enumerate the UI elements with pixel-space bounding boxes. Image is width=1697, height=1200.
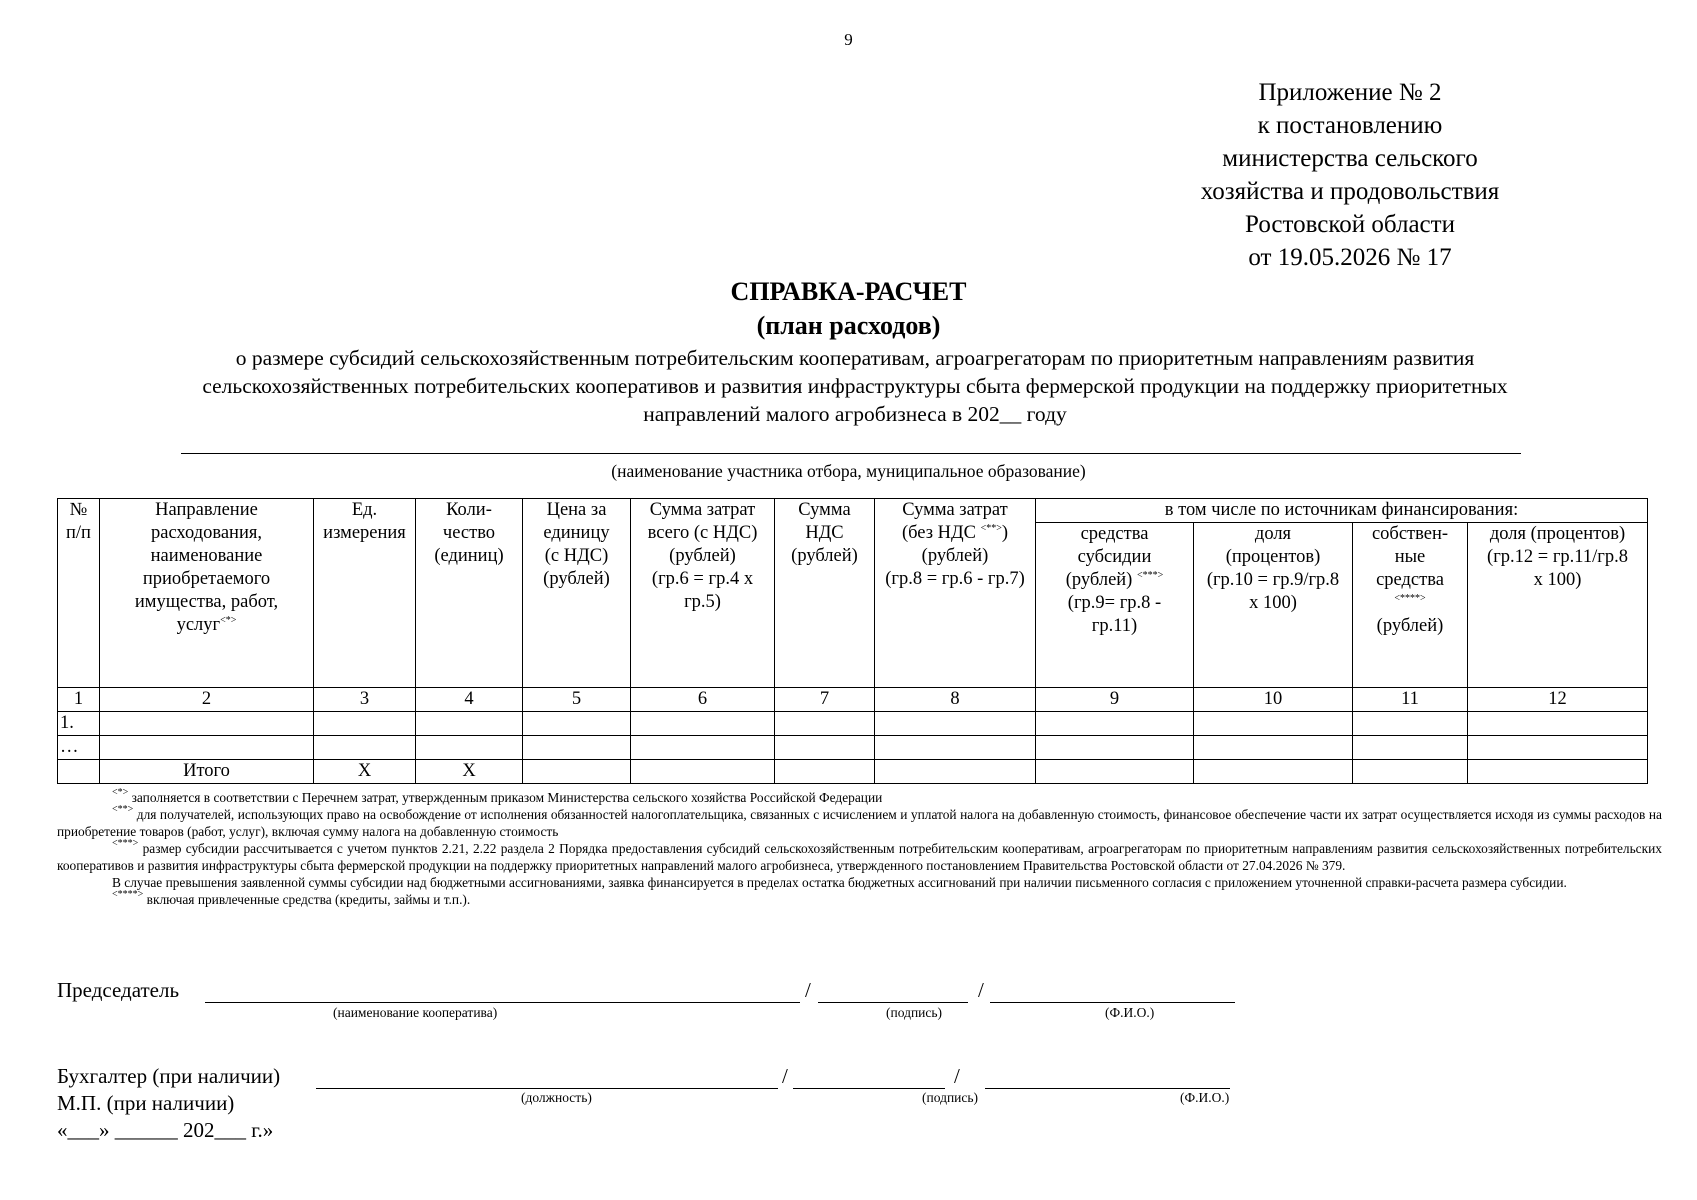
table-cell — [875, 760, 1036, 784]
footnote-mark: <***> — [1136, 570, 1164, 581]
table-cell — [1468, 760, 1648, 784]
footnote: <**> для получателей, использующих право на освобождение от исполнения обязанностей налогоплательщика, связанных с исчислением и уплатой налога на добавленную стоимость, финансовое обеспечение части их затрат осуществляется исходя из суммы расходов на приобретение товаров (работ, услуг), включая сумму налога на добавленную стоимость — [57, 804, 1662, 839]
footnote: <*> заполняется в соответствии с Перечнем затрат, утвержденным приказом Министерства сельского хозяйства Российской Федерации — [112, 787, 883, 805]
appendix-line: к постановлению — [1257, 112, 1443, 139]
table-cell — [775, 712, 875, 736]
header-funding-sources: в том числе по источникам финансирования: — [1036, 499, 1648, 523]
appendix-line: Приложение № 2 — [1258, 79, 1442, 106]
table-cell — [1036, 736, 1194, 760]
footnote: <****> включая привлеченные средства (кредиты, займы и т.п.). — [112, 889, 471, 907]
column-number: 1 — [58, 688, 100, 712]
table-cell — [416, 712, 523, 736]
table-row — [58, 736, 1648, 760]
appendix-line: от 19.05.2026 № 17 — [1248, 244, 1452, 271]
table-cell — [416, 736, 523, 760]
footnote: <***> размер субсидии рассчитывается с учетом пунктов 2.21, 2.22 раздела 2 Порядка предоставления субсидий сельскохозяйственным потребительским кооперативам, агроагрегаторам по приоритетным направлениям развития сельскохозяйственных потребительских кооперативов и развития инфраструктуры сбыта фермерской продукции на поддержку приоритетных направлений малого агробизнеса, утвержденного постановлением Правительства Ростовской области от 27.04.2026 № 379. — [57, 838, 1662, 873]
table-cell: 1. — [58, 712, 100, 736]
table-cell — [1353, 736, 1468, 760]
slash: / — [782, 1064, 788, 1088]
table-cell — [1468, 736, 1648, 760]
chairman-label: Председатель — [57, 978, 180, 1002]
table-cell — [775, 736, 875, 760]
appendix-line: министерства сельского — [1222, 145, 1478, 172]
appendix-header — [1150, 76, 1550, 274]
chairman-signature-line — [818, 1002, 968, 1003]
footnote: В случае превышения заявленной суммы субсидии над бюджетными ассигнованиями, заявка финансируется в пределах остатка бюджетных ассигнований при наличии письменного согласия с приложением уточненной справки-расчета размера субсидии. — [112, 875, 1567, 890]
caption-signature: (подпись) — [922, 1090, 979, 1105]
footnote-mark: <**> — [980, 523, 1002, 534]
table-row-total — [58, 760, 1648, 784]
table-cell — [631, 760, 775, 784]
table-cell: … — [58, 736, 100, 760]
column-numbers-row — [58, 688, 1648, 712]
accountant-position-line — [316, 1088, 778, 1089]
caption-org-name: (наименование кооператива) — [333, 1005, 498, 1020]
total-label: Итого — [100, 760, 314, 784]
accountant-label: Бухгалтер (при наличии) — [57, 1064, 281, 1088]
caption-position: (должность) — [521, 1090, 592, 1105]
description-line: сельскохозяйственных потребительских кооперативов и развития инфраструктуры сбыта фермерской продукции на поддержку приоритетных — [202, 374, 1508, 398]
table-cell — [775, 760, 875, 784]
slash: / — [954, 1064, 960, 1088]
header-own-funds: собствен- ные средства <****> (рублей) — [1353, 523, 1468, 688]
table-cell — [314, 712, 416, 736]
caption-signature: (подпись) — [886, 1005, 943, 1020]
table-cell — [523, 712, 631, 736]
table-cell — [1353, 760, 1468, 784]
table-cell — [1036, 760, 1194, 784]
stamp-label: М.П. (при наличии) — [57, 1091, 235, 1115]
header-total-with-vat: Сумма затрат всего (с НДС) (рублей) (гр.6 = гр.4 х гр.5) — [631, 499, 775, 688]
participant-name-caption: (наименование участника отбора, муниципальное образование) — [611, 461, 1086, 481]
table-cell — [875, 736, 1036, 760]
table-cell — [631, 712, 775, 736]
table-cell — [1036, 712, 1194, 736]
table-cell — [1468, 712, 1648, 736]
header-direction: Направление расходования, наименование приобретаемого имущества, работ, услуг<*> — [100, 499, 314, 688]
appendix-line: Ростовской области — [1245, 211, 1455, 238]
table-cell — [631, 736, 775, 760]
table-cell — [1194, 760, 1353, 784]
slash: / — [805, 978, 811, 1002]
footnote-mark: <****> — [1394, 593, 1426, 604]
table-cell — [1194, 712, 1353, 736]
column-number: 6 — [631, 688, 775, 712]
header-subsidy: средства субсидии (рублей) <***> (гр.9= гр.8 - гр.11) — [1036, 523, 1194, 688]
document-subtitle-plan: (план расходов) — [756, 311, 941, 340]
chairman-fio-line — [990, 1002, 1235, 1003]
column-number: 8 — [875, 688, 1036, 712]
accountant-signature-line — [793, 1088, 945, 1089]
column-number: 5 — [523, 688, 631, 712]
header-subsidy-share: доля (процентов) (гр.10 = гр.9/гр.8 х 100) — [1194, 523, 1353, 688]
column-number: 10 — [1194, 688, 1353, 712]
footnote-mark: <*> — [220, 615, 237, 626]
table-cell — [100, 712, 314, 736]
header-total-without-vat: Сумма затрат (без НДС <**>) (рублей) (гр.8 = гр.6 - гр.7) — [875, 499, 1036, 688]
page-number: 9 — [844, 30, 853, 49]
description-line: направлений малого агробизнеса в 202__ году — [643, 402, 1067, 426]
document-description — [90, 344, 1620, 428]
table-cell — [1353, 712, 1468, 736]
table-cell: Х — [314, 760, 416, 784]
appendix-line: хозяйства и продовольствия — [1200, 178, 1500, 205]
accountant-fio-line — [985, 1088, 1230, 1089]
column-number: 7 — [775, 688, 875, 712]
column-number: 4 — [416, 688, 523, 712]
participant-name-line — [181, 453, 1521, 454]
table-cell — [314, 736, 416, 760]
header-own-funds-share: доля (процентов) (гр.12 = гр.11/гр.8 х 100) — [1468, 523, 1648, 688]
header-unit-price: Цена за единицу (с НДС) (рублей) — [523, 499, 631, 688]
table-cell: Х — [416, 760, 523, 784]
footnotes — [57, 789, 1662, 908]
table-cell — [58, 760, 100, 784]
caption-fio: (Ф.И.О.) — [1105, 1005, 1155, 1020]
expense-table — [57, 498, 1648, 784]
header-quantity: Коли- чество (единиц) — [416, 499, 523, 688]
header-unit: Ед. измерения — [314, 499, 416, 688]
column-number: 12 — [1468, 688, 1648, 712]
date-line: «___» ______ 202___ г.» — [57, 1118, 274, 1142]
chairman-org-line — [205, 1002, 800, 1003]
table-cell — [875, 712, 1036, 736]
slash: / — [978, 978, 984, 1002]
description-line: о размере субсидий сельскохозяйственным потребительским кооперативам, агроагрегаторам по приоритетным направлениям развития — [235, 346, 1475, 370]
table-cell — [523, 760, 631, 784]
table-cell — [1194, 736, 1353, 760]
header-no: № п/п — [58, 499, 100, 688]
column-number: 3 — [314, 688, 416, 712]
table-cell — [523, 736, 631, 760]
table-cell — [100, 736, 314, 760]
header-vat-amount: Сумма НДС (рублей) — [775, 499, 875, 688]
caption-fio: (Ф.И.О.) — [1180, 1090, 1230, 1105]
table-row — [58, 712, 1648, 736]
column-number: 11 — [1353, 688, 1468, 712]
column-number: 2 — [100, 688, 314, 712]
column-number: 9 — [1036, 688, 1194, 712]
document-title: СПРАВКА-РАСЧЕТ — [730, 277, 967, 306]
